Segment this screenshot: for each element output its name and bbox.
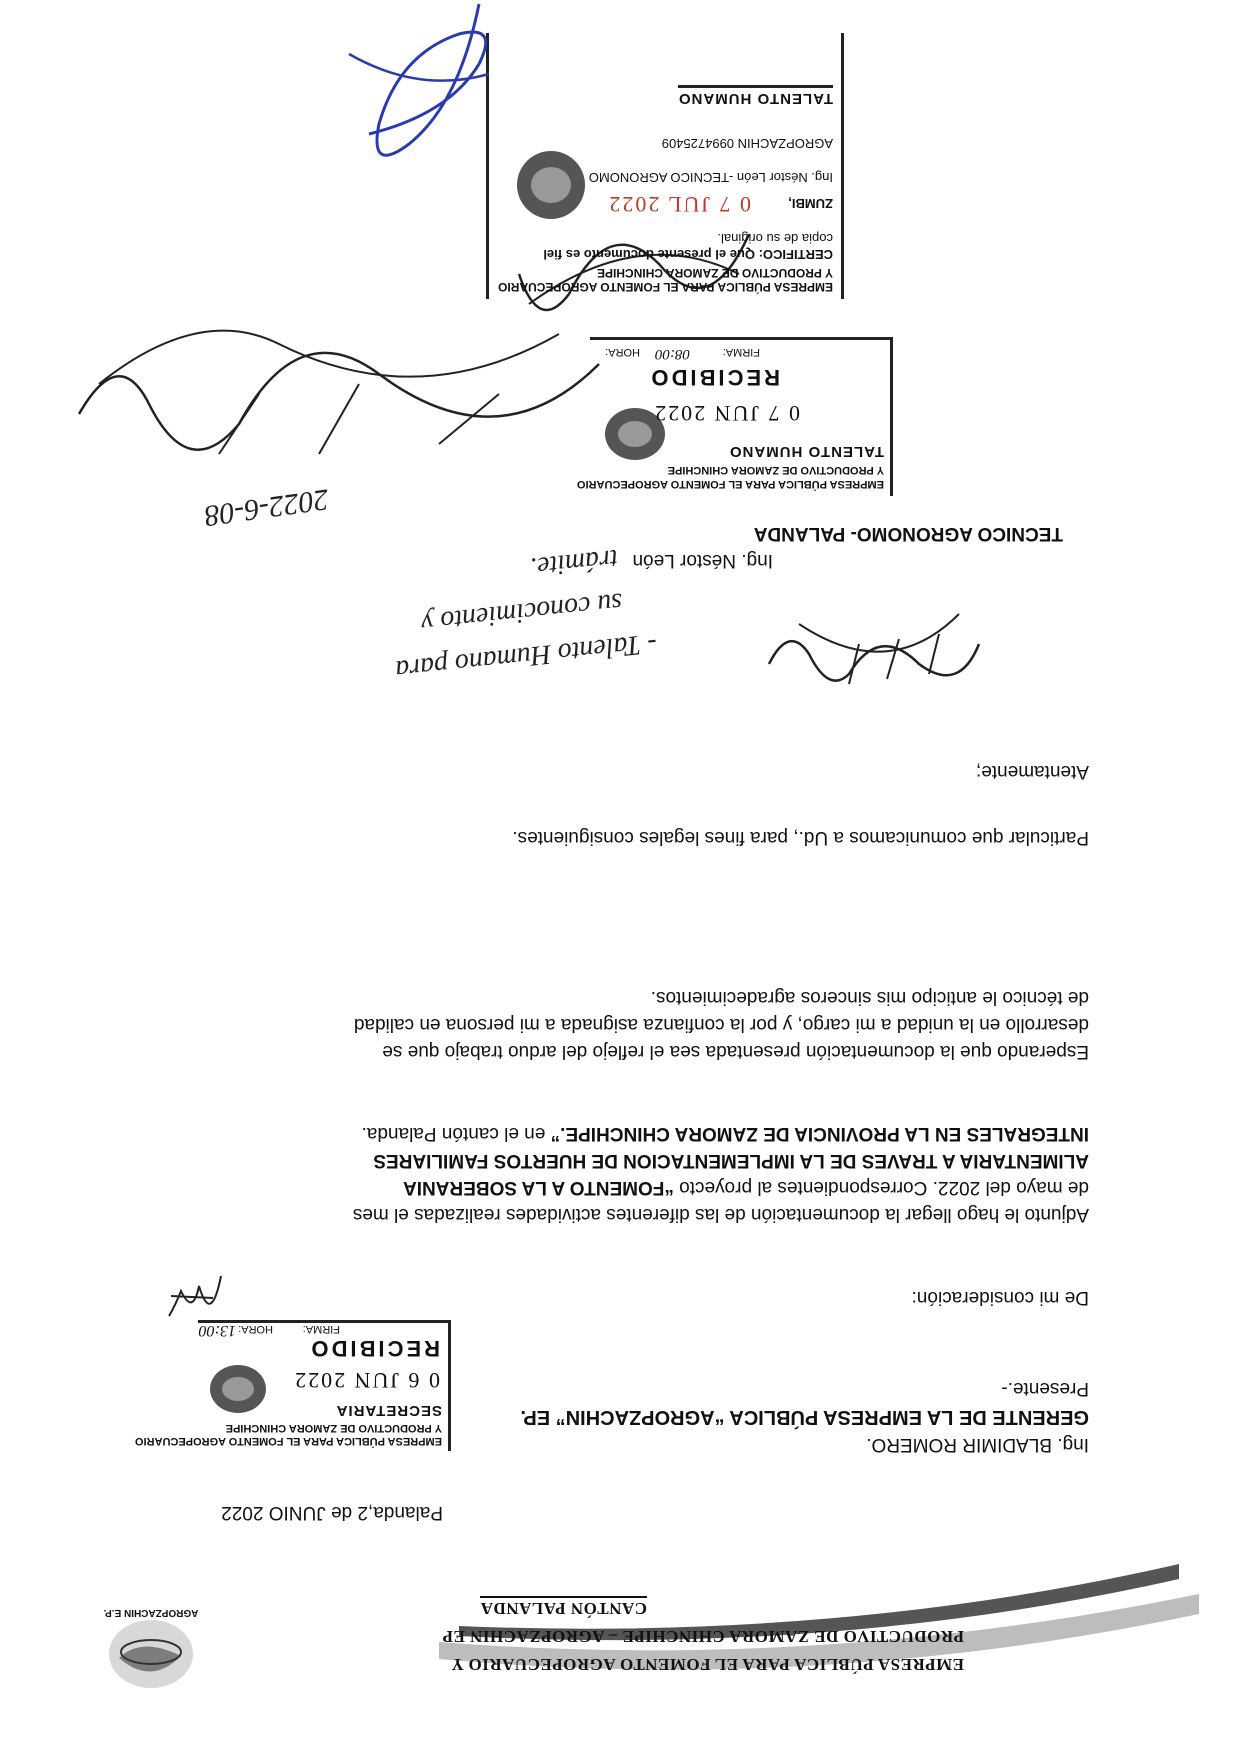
stamp-org-line-2: Y PRODUCTIVO DE ZAMORA CHINCHIPE — [225, 1422, 442, 1434]
letterhead-line-1: EMPRESA PÚBLICA PARA EL FOMENTO AGROPECUARIO Y — [451, 1655, 964, 1674]
cert-text-line-2: copia de su original. — [717, 231, 833, 246]
letterhead-line-2: PRODUCTIVO DE ZAMORA CHINCHIPE – AGROPZACHIN EP — [442, 1627, 964, 1646]
logo-label: AGROPZACHIN E.P. — [103, 1607, 199, 1618]
p1-line-1: Adjunto le hago llegar la documentación de las diferentes actividades realizadas el mes — [352, 1204, 1089, 1225]
stamp-emblem-icon — [206, 1361, 270, 1417]
salutation: De mi consideración: — [911, 1287, 1089, 1308]
recipient-name: Ing. BLADIMIR ROMERO. — [866, 1434, 1089, 1455]
cert-signer: Ing. Néstor León -TECNICO AGRONOMO — [588, 170, 833, 185]
agropzachin-logo — [91, 1606, 211, 1696]
p2-line-2: desarrollo en la unidad a mi cargo, y por la confianza asignada a mi persona en calidad — [353, 1014, 1089, 1035]
stamp-org-line-1: EMPRESA PÚBLICA PARA EL FOMENTO AGROPECUARIO — [134, 1435, 442, 1447]
p1-line-3: ALIMENTARIA A TRAVES DE LA IMPLEMENTACION DE HUERTOS FAMILIARES — [373, 1150, 1089, 1171]
stamp-firma-label: FIRMA: — [722, 346, 760, 358]
note-line-3: trámite. — [528, 542, 620, 583]
received-stamp-secretaria — [134, 1320, 451, 1451]
recipient-title: GERENTE DE LA EMPRESA PÚBLICA “AGROPZACHIN” EP. — [520, 1406, 1089, 1428]
p1-line-2-text: de mayo del 2022. Correspondientes al proyecto — [673, 1177, 1089, 1198]
cert-emblem-icon — [511, 145, 591, 225]
paragraph-2 — [129, 984, 1089, 1065]
stamp-date: 0 6 JUN 2022 — [293, 1368, 440, 1393]
p2-line-3: de técnico le anticipo mis sinceros agradecimientos. — [650, 987, 1089, 1008]
stamp-org-line-1: EMPRESA PÚBLICA PARA EL FOMENTO AGROPECUARIO — [576, 478, 884, 490]
stamp-received-label: RECIBIDO — [648, 365, 780, 390]
p1-line-4-text: en el cantón Palanda. — [361, 1123, 551, 1144]
stamp-hora-label: HORA: — [238, 1323, 273, 1335]
stamp-hora-value: 08:00 — [655, 346, 690, 362]
signer-name: Ing. Néstor León — [632, 550, 773, 571]
certified-copy-stamp — [486, 33, 844, 299]
place-date: Palanda,2 de JUNIO 2022 — [221, 1502, 443, 1523]
letterhead-line-3: CANTÓN PALANDA — [480, 1596, 647, 1618]
cert-date: 0 7 JUL 2022 — [607, 192, 751, 217]
signer-title: TECNICO AGRONOMO- PALANDA — [753, 523, 1063, 544]
p1-line-4 — [129, 1120, 1089, 1147]
globe-leaf-icon — [91, 1606, 211, 1696]
cert-text-line-1: CERTIFICO: Que el presente documento es fiel — [543, 247, 833, 262]
stamp-dept: SECRETARIA — [335, 1402, 442, 1419]
paragraph-1 — [129, 1120, 1089, 1228]
cert-phone: AGROPZACHIN 0994725409 — [661, 136, 833, 151]
signer-signature — [759, 594, 999, 704]
stamp-date: 0 7 JUN 2022 — [653, 401, 800, 426]
stamp-org-line-2: Y PRODUCTIVO DE ZAMORA CHINCHIPE — [667, 464, 884, 476]
secretaria-signature — [161, 1266, 231, 1336]
stamp-hora-label: HORA: — [605, 346, 640, 358]
closing: Atentamente; — [975, 761, 1089, 782]
presente-text: Presente.- — [1001, 1378, 1089, 1399]
cert-city: ZUMBI, — [788, 196, 833, 211]
blue-certifier-signature — [339, 0, 519, 164]
cert-org-line-2: Y PRODUCTIVO DE ZAMORA CHINCHIPE — [596, 266, 833, 280]
handwritten-note — [384, 533, 659, 692]
stamp-dept: TALENTO HUMANO — [728, 443, 884, 460]
stamp-firma-label: FIRMA: — [302, 1323, 340, 1335]
p1-project-title-start: “FOMENTO A LA SOBERANIA — [402, 1177, 674, 1198]
p1-project-title-end: INTEGRALES EN LA PROVINCIA DE ZAMORA CHINCHIPE.” — [550, 1123, 1089, 1144]
received-stamp-talento-humano — [576, 337, 893, 496]
p1-line-2 — [129, 1174, 1089, 1201]
note-line-2: su conocimiento y — [419, 586, 624, 639]
paragraph-3: Particular que comunicamos a Ud., para fines legales consiguientes. — [512, 827, 1089, 848]
cert-org-line-1: EMPRESA PÚBLICA PARA EL FOMENTO AGROPECUARIO — [498, 280, 833, 294]
handwritten-note-date: 2022-6-08 — [202, 482, 331, 533]
cert-dept: TALENTO HUMANO — [678, 85, 833, 107]
note-line-1: - Talento Humano para — [393, 627, 659, 686]
stamp-received-label: RECIBIDO — [308, 1336, 440, 1361]
p2-line-1: Esperando que la documentación presentada sea el reflejo del arduo trabajo que se — [382, 1041, 1089, 1062]
stamp-hora-value: 13:00 — [198, 1322, 236, 1339]
